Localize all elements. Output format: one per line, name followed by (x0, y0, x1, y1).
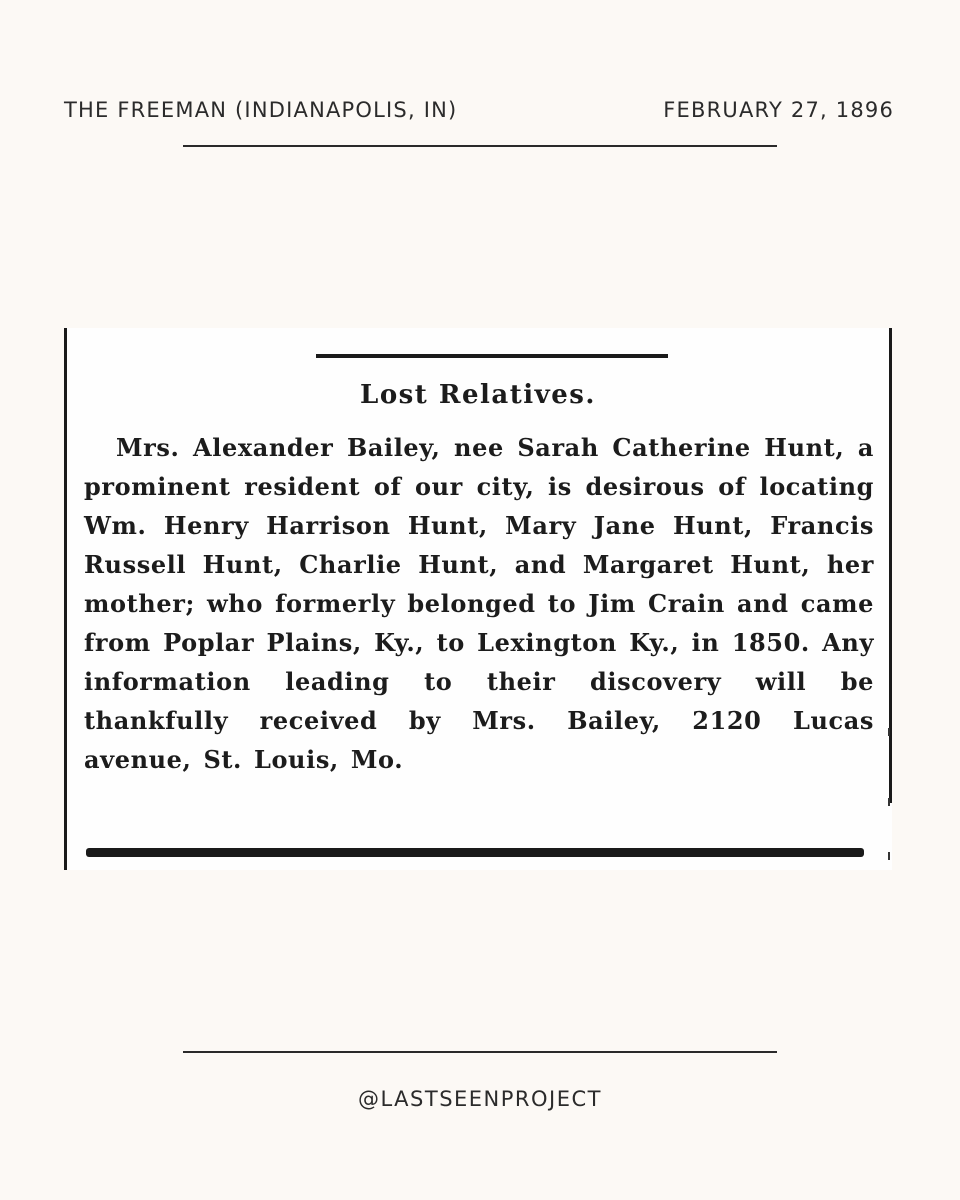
clipping-edge-mark (888, 798, 890, 806)
clipping-edge-mark (888, 852, 890, 860)
publication-title: THE FREEMAN (INDIANAPOLIS, IN) (64, 98, 458, 122)
clipping-top-rule (316, 354, 668, 358)
clipping-heading: Lost Relatives. (360, 380, 596, 410)
newspaper-clipping (64, 328, 892, 870)
clipping-body-text: Mrs. Alexander Bailey, nee Sarah Catherine Hunt, a prominent resident of our city, is desirous of locating Wm. Henry Harrison Hunt, Mary Jane Hunt, Francis Russell Hunt, Charlie Hunt, and Margaret Hunt, her mother; who formerly belonged to Jim Crain and came from Poplar Plains, Ky., to Lexington Ky., in 1850. Any information leading to their discovery will be thankfully received by Mrs. Bailey, 2120 Lucas avenue, St. Louis, Mo. (84, 433, 874, 774)
publication-date: FEBRUARY 27, 1896 (663, 98, 894, 122)
top-divider (183, 145, 777, 147)
clipping-edge-mark (888, 728, 890, 736)
footer-handle: @LASTSEENPROJECT (357, 1087, 603, 1111)
bottom-divider (183, 1051, 777, 1053)
clipping-bottom-rule (86, 848, 864, 857)
